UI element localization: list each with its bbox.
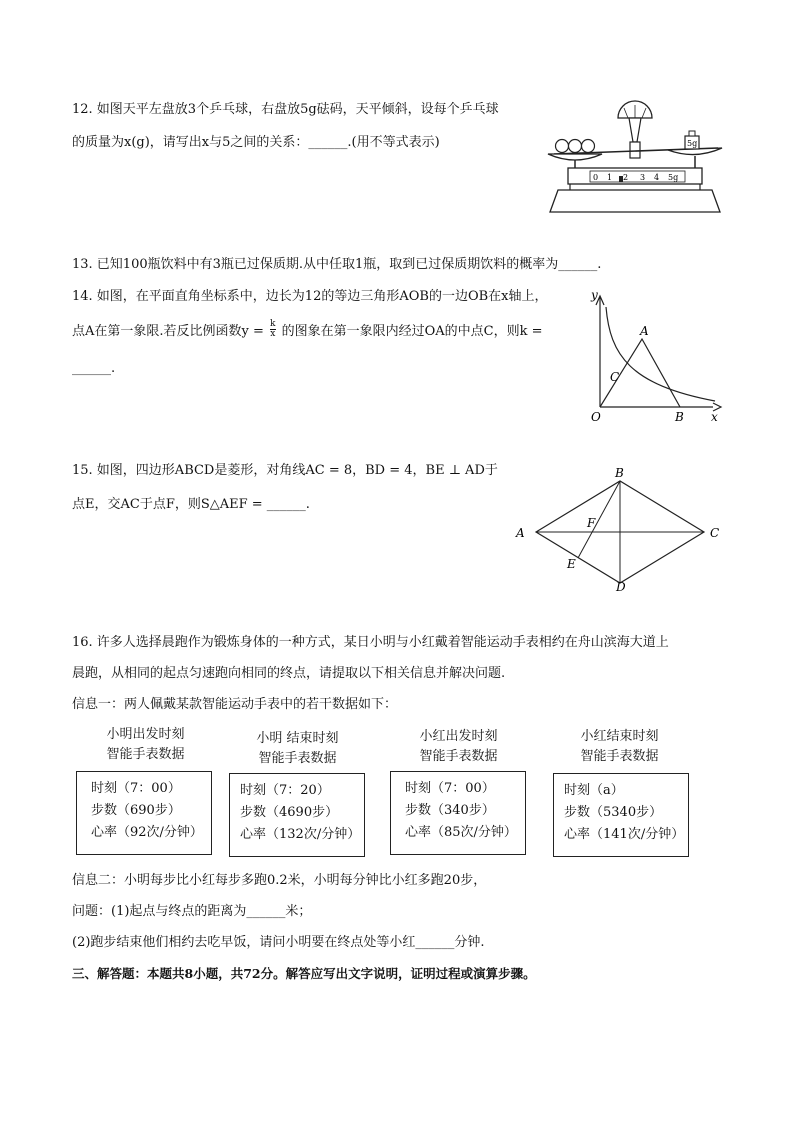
q16-info2: 信息二：小明每步比小红每步多跑0.2米，小明每分钟比小红多跑20步，: [72, 873, 487, 888]
box2-title1: 小明 结束时刻: [256, 731, 339, 746]
section3-heading: 三、解答题：本题共8小题，共72分。解答应写出文字说明，证明过程或演算步骤。: [72, 966, 536, 981]
q12-line2: 的质量为x(g)，请写出x与5之间的关系：______.(用不等式表示): [72, 135, 440, 150]
y-axis-label: y: [591, 288, 598, 302]
q12-line1: 12. 如图天平左盘放3个乒乓球，右盘放5g砝码，天平倾斜，设每个乒乓球: [72, 102, 499, 117]
scale-label-2: 2: [623, 173, 629, 182]
q16-question2: (2)跑步结束他们相约去吃早饭，请问小明要在终点处等小红______分钟.: [72, 935, 485, 950]
box1-rate: 心率（92次/分钟）: [91, 825, 203, 840]
box4-steps: 步数（5340步）: [564, 805, 663, 820]
q13-line1: 13. 已知100瓶饮料中有3瓶已过保质期.从中任取1瓶，取到已过保质期饮料的概率为______.: [72, 257, 602, 272]
q14-line2b: 的图象在第一象限内经过OA的中点C，则k =: [281, 324, 543, 339]
box1-title: [78, 725, 213, 765]
box1-title1: 小明出发时刻: [106, 727, 185, 742]
point-c-label: C: [610, 370, 620, 384]
scale-label-1: 1: [607, 173, 613, 182]
box2-time: 时刻（7：20）: [240, 783, 330, 798]
q14-line1: 14. 如图，在平面直角坐标系中，边长为12的等边三角形AOB的一边OB在x轴上，: [72, 289, 548, 304]
scale-label-5: 5g: [668, 173, 679, 182]
q15-rhombus-figure: [512, 465, 727, 595]
box4-title2: 智能手表数据: [580, 749, 659, 764]
q16-line2: 晨跑，从相同的起点匀速跑向相同的终点，请提取以下相关信息并解决问题.: [72, 666, 506, 681]
q15-line2: 点E，交AC于点F，则S△AEF = ______.: [72, 497, 310, 512]
fraction-denominator: x: [270, 329, 276, 339]
q16-question1: 问题：(1)起点与终点的距离为______米；: [72, 904, 312, 919]
fraction-k-over-x: [270, 320, 275, 339]
box4-rate: 心率（141次/分钟）: [564, 827, 685, 842]
point-b-label: B: [675, 410, 684, 424]
rhombus-e-label: E: [567, 557, 576, 571]
box2-rate: 心率（132次/分钟）: [240, 827, 361, 842]
box1-steps: 步数（690步）: [91, 803, 181, 818]
xiaoming-start-box: [76, 771, 212, 855]
rhombus-a-label: A: [516, 526, 525, 540]
q15-line1: 15. 如图，四边形ABCD是菱形，对角线AC = 8，BD = 4，BE ⊥ AD于: [72, 463, 498, 478]
box2-steps: 步数（4690步）: [240, 805, 339, 820]
scale-label-4: 4: [654, 173, 660, 182]
box1-title2: 智能手表数据: [106, 747, 185, 762]
xiaohong-end-box: [553, 773, 689, 857]
point-o-label: O: [591, 410, 601, 424]
box2-title2: 智能手表数据: [258, 751, 337, 766]
q14-coordinate-figure: [585, 285, 735, 425]
scale-label-3: 3: [640, 173, 646, 182]
q16-line1: 16. 许多人选择晨跑作为锻炼身体的一种方式，某日小明与小红戴着智能运动手表相约在舟山滨海大道上: [72, 635, 669, 650]
box4-time: 时刻（a）: [564, 783, 624, 798]
q14-line2: [72, 319, 543, 341]
box3-title1: 小红出发时刻: [419, 729, 498, 744]
box4-title: [552, 727, 687, 767]
rhombus-d-label: D: [616, 580, 626, 594]
xiaoming-end-box: [229, 773, 365, 857]
box3-title: [391, 727, 526, 767]
scale-label-0: 0: [593, 173, 599, 182]
rhombus-c-label: C: [710, 526, 720, 540]
box3-rate: 心率（85次/分钟）: [405, 825, 517, 840]
box3-title2: 智能手表数据: [419, 749, 498, 764]
x-axis-label: x: [711, 410, 718, 424]
q14-line3: ______.: [72, 361, 116, 376]
rhombus-f-label: F: [587, 516, 596, 530]
point-a-label: A: [640, 324, 649, 338]
box1-time: 时刻（7：00）: [91, 781, 181, 796]
box4-title1: 小红结束时刻: [580, 729, 659, 744]
box3-steps: 步数（340步）: [405, 803, 495, 818]
balance-scale-figure: [540, 100, 730, 218]
fraction-numerator: k: [270, 319, 276, 329]
q14-line2a: 点A在第一象限.若反比例函数y =: [72, 324, 264, 339]
weight-label: 5g: [687, 139, 698, 148]
xiaohong-start-box: [390, 771, 526, 855]
box2-title: [230, 729, 365, 769]
box3-time: 时刻（7：00）: [405, 781, 495, 796]
rhombus-b-label: B: [615, 466, 624, 480]
q16-info1: 信息一：两人佩戴某款智能运动手表中的若干数据如下：: [72, 697, 398, 712]
